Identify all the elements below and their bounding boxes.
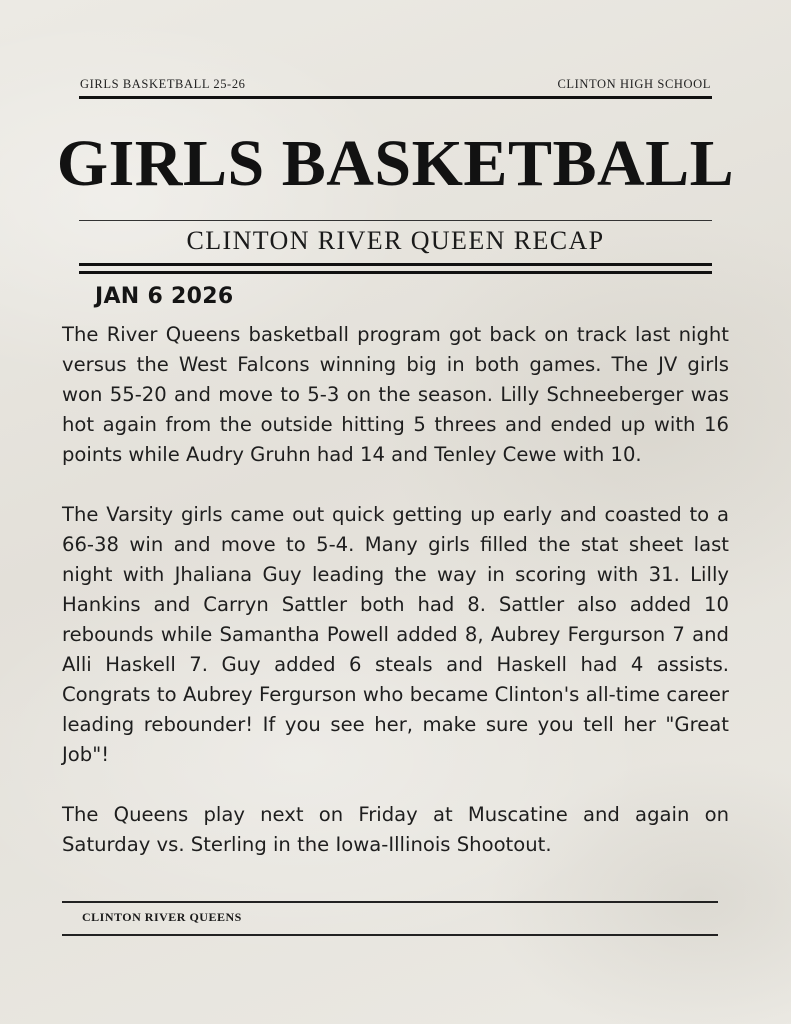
article-date: JAN 6 2026 bbox=[95, 284, 234, 309]
subheadline: CLINTON RIVER QUEEN RECAP bbox=[186, 226, 605, 255]
article-paragraph-schedule: The Queens play next on Friday at Muscatine and again on Saturday vs. Sterling in the Iowa-Illinois Shootout. bbox=[62, 803, 729, 856]
article-body bbox=[62, 320, 729, 860]
article-paragraph-varsity: The Varsity girls came out quick getting up early and coasted to a 66-38 win and move to 5-4. Many girls filled the stat sheet last night with Jhaliana Guy leading the way in scoring with 31. Lilly Hankins and Carryn Sattler both had 8. Sattler also added 10 rebounds while Samantha Powell added 8, Aubrey Fergurson 7 and Alli Haskell 7. Guy added 6 steals and Haskell had 4 assists. Congrats to Aubrey Fergurson who became Clinton's all-time career leading rebounder! If you see her, make sure you tell her "Great Job"! bbox=[62, 503, 729, 766]
subheadline-rule-upper bbox=[79, 263, 712, 266]
masthead-rule bbox=[79, 96, 712, 99]
footer-rule-upper bbox=[62, 901, 718, 903]
article-paragraph-jv: The River Queens basketball program got back on track last night versus the West Falcons winning big in both games. The JV girls won 55-20 and move to 5-3 on the season. Lilly Schneeberger was hot again from the outside hitting 5 threes and ended up with 16 points while Audry Gruhn had 14 and Tenley Cewe with 10. bbox=[62, 323, 729, 466]
subheadline-rule-lower bbox=[79, 271, 712, 274]
footer-label: CLINTON RIVER QUEENS bbox=[82, 910, 242, 924]
page-title: GIRLS BASKETBALL bbox=[56, 127, 735, 200]
masthead-right-label: CLINTON HIGH SCHOOL bbox=[557, 77, 711, 91]
footer-rule-lower bbox=[62, 934, 718, 936]
headline-divider bbox=[79, 220, 712, 221]
masthead-left-label: GIRLS BASKETBALL 25-26 bbox=[80, 77, 246, 91]
